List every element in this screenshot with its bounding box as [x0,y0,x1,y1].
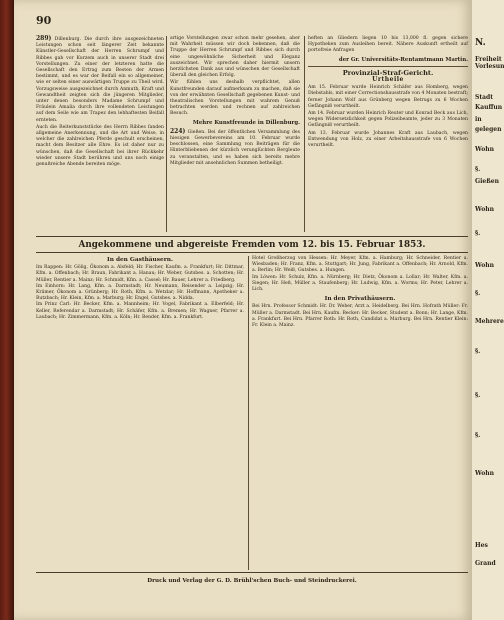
next-page-edge [472,0,504,620]
verdict-text: Am 14. Februar wurden Heinrich Reuter und Konrad Beck aus Lich, wegen Widersetzlichkeit gegen Polizeibeamte, jeder zu 3 Monaten Gefängniß verurtheilt. [308,111,468,129]
page-number: 90 [36,14,52,27]
printer-imprint: Druck und Verlag der G. D. Brühl'schen Buch- und Steindruckerei. [147,578,357,584]
column-divider [304,36,305,232]
edge-fragment: Wohn [475,470,494,477]
arrivals-left [36,256,244,321]
column-divider [248,256,249,570]
edge-fragment: §. [475,166,481,173]
notice-signature: der Gr. Universitäts-Rentamtmann Martin. [338,56,468,63]
article-number: 224) [170,127,186,135]
edge-fragment: Wohn [475,206,494,213]
edge-fragment: Wohn [475,262,494,269]
article-continued-text: artige Vorstellungen zwar schon mehr gesehen, aber mit Wahrheit müssen wir doch bekennen, daß die Truppe der Herren Schrumpf und Ribbes sich durch eine ungewöhnliche Sicherheit und Eleganz auszeichnet. Wir sprechen daher hiermit unsern herzlichsten Dank aus und wünschen der Gesellschaft überall den gleichen Erfolg. [170,36,300,79]
article-text: Gießen. Bei der öffentlichen Versammlung des hiesigen Gewerbevereins am 10. Februar wurde beschlossen, eine Sammlung von Beiträgen für die Hinterbliebenen der kürzlich verunglückten Bergleute zu veranstalten, und es haben sich bereits mehre Mitglieder mit ansehnlichen Summen betheiligt. [170,129,300,166]
edge-fragment: Stadt [475,94,493,101]
column-left [36,36,164,169]
arrivals-entry: Im Einhorn: Hr. Lang, Kfm. a. Darmstadt; Hr. Neumann, Reisender a. Leipzig; Hr. Krämer, Ökonom a. Grünberg; Hr. Roth, Kfm. a. Wetzlar; Hr. Hoffmann, Apotheker a. Butzbach; Hr. Klein, Kfm. a. Marburg; Hr. Engel, Gutsbes. a. Nidda. [36,283,244,302]
edge-fragment: N. [475,38,486,48]
section-rule [36,252,468,253]
article-signature: Mehre Kunstfreunde in Dillenburg. [192,119,300,126]
arrivals-entry: Im Löwen: Hr. Schulz, Kfm. a. Nürnberg; Hr. Dietz, Ökonom a. Lollar; Hr. Walter, Kfm. a. Siegen; Hr. Heß, Müller a. Staufenberg; Hr. Ludwig, Kfm. a. Worms; Hr. Peter, Lehrer a. Lich. [252,274,468,293]
column-middle [170,36,300,168]
column-right [308,36,468,150]
article-289-continued: Auch die Reiterkunststücke des Herrn Ribbes fanden allgemeine Anerkennung, und die Art und Weise, in welcher die zahlreichen Pferde geschult erscheinen, macht dem Besitzer alle Ehre. Es ist daher nur zu wünschen, daß die Gesellschaft bei ihrer Rückkehr wieder unsere Stadt berühren und uns noch einige genußreiche Abende bereiten möge. [36,124,164,168]
article-289 [36,36,164,124]
section-heading: Provinzial-Straf-Gericht. [308,66,468,76]
edge-fragment: §. [475,230,481,237]
section-rule [36,236,468,237]
book-binding [0,0,14,620]
edge-fragment: Grand [475,560,496,567]
arrivals-entry: Im Rappen: Hr. Gölig, Ökonom a. Alsfeld; Hr. Fischer, Kaufm. a. Frankfurt; Hr. Dittmar, Kfm. a. Offenbach; Hr. Braun, Fabrikant a. Hanau; Hr. Weber, Gutsbes. a. Schotten; Hr. Müller, Rentier a. Mainz; Hr. Schmidt, Kfm. a. Cassel; Hr. Bauer, Lehrer a. Friedberg. [36,265,244,283]
subsection-heading: Urtheile [372,76,404,84]
edge-fragment: §. [475,392,481,399]
edge-fragment: §. [475,290,481,297]
arrivals-entry: Bei Hrn. Professor Schmidt: Hr. Dr. Weber, Arzt a. Heidelberg. Bei Hrn. Hofrath Müller: Fr. Müller a. Darmstadt. Bei Hrn. Kaufm. Becker: Hr. Becker, Student a. Bonn; Hr. Lange, Kfm. a. Frankfurt. Bei Hrn. Pfarrer Roth: Hr. Roth, Candidat a. Marburg. Bei Hrn. Rentier Klein: Fr. Klein a. Mainz. [252,304,468,329]
article-continued-text-2: Wir fühlen uns deshalb verpflichtet, allen Kunstfreunden darauf aufmerksam zu machen, daß sie von der erwähnten Gesellschaft gegebenen Kunst- und theatralischen Vorstellungen mit wahrem Genuß betrachten werden und rechnen auf zahlreichen Besuch. [170,80,300,117]
article-224 [170,129,300,167]
notice-text: heften an Gliedern liegen 10 bis 13,000 fl. gegen sichere Hypotheken zum Ausleihen bereit. Nähere Auskunft ertheilt auf portofreie Anfragen [308,36,468,54]
arrivals-title: Angekommene und abgereiste Fremden vom 12. bis 15. Februar 1853. [78,240,426,250]
private-houses-heading: In den Privathäusern. [324,296,396,303]
edge-fragment: Hes [475,542,488,549]
footer-rule [36,572,468,573]
column-divider [166,36,167,232]
newspaper-page [14,0,472,620]
edge-fragment: Mehrere [475,318,504,325]
verdict-text: Am 15. Februar wurde Heinrich Schäfer aus Homberg, wegen Diebstahls, mit einer Correctionshausstrafe von 4 Monaten bestraft; ferner Johann Wolf aus Grünberg wegen Betrugs zu 6 Wochen Gefängniß verurtheilt. [308,85,468,109]
edge-fragment: §. [475,432,481,439]
arrivals-entry: Hotel Großherzog von Hessen: Hr. Meyer, Kfm. a. Hamburg; Hr. Schneider, Rentier a. Wiesbaden; Hr. Franz, Kfm. a. Stuttgart; Hr. Jung, Fabrikant a. Offenbach; Hr. Arnold, Kfm. a. Berlin; Hr. Weiß, Gutsbes. a. Hungen. [252,256,468,274]
edge-fragment: §. [475,348,481,355]
article-text: Dillenburg. Die durch ihre ausgezeichneten Leistungen schon seit längerer Zeit bekannte Künstler-Gesellschaft der Herren Schrumpf und Ribbes gab vor Kurzem auch in unserer Stadt drei Vorstellungen. Zu einer der letzteren hatte die Gesellschaft den Ertrag zum Besten der Armen bestimmt, und es war der Beifall ein so allgemeiner, wie er selten einer auswärtigen Truppe zu Theil wird. Vorzugsweise ausgezeichnet durch Anmuth, Kraft und Gewandtheit zeigten sich die jüngeren Mitglieder, unter denen besonders Madame Schrumpf und Fräulein Amalia durch ihre vollendeten Leistungen auf dem Seile wie am Trapez den lebhaftesten Beifall ernteten. [36,37,164,123]
edge-fragment: Freiheit [475,56,502,63]
edge-fragment: gelegen [475,126,502,133]
edge-fragment: Gießen [475,178,499,185]
edge-fragment: Wohn [475,146,494,153]
article-number: 289) [36,35,52,42]
verdict-text: Am 13. Februar wurde Johannes Kraft aus Laubach, wegen Entwendung von Holz, zu einer Arbeitshausstrafe von 6 Wochen verurtheilt. [308,130,468,149]
edge-fragment: in [475,116,482,123]
arrivals-right [252,256,468,329]
edge-fragment: Kauffun [475,104,503,111]
edge-fragment: Vorlesun [475,63,504,70]
hotels-heading: In den Gasthäusern. [107,257,173,263]
arrivals-entry: Im Prinz Carl: Hr. Becker, Kfm. a. Mannheim; Hr. Vogel, Fabrikant a. Elberfeld; Hr. Keller, Referendar a. Darmstadt; Hr. Schäfer, Kfm. a. Bremen; Hr. Wagner, Pfarrer a. Laubach; Hr. Zimmermann, Kfm. a. Köln; Hr. Bender, Kfm. a. Frankfurt. [36,302,244,320]
